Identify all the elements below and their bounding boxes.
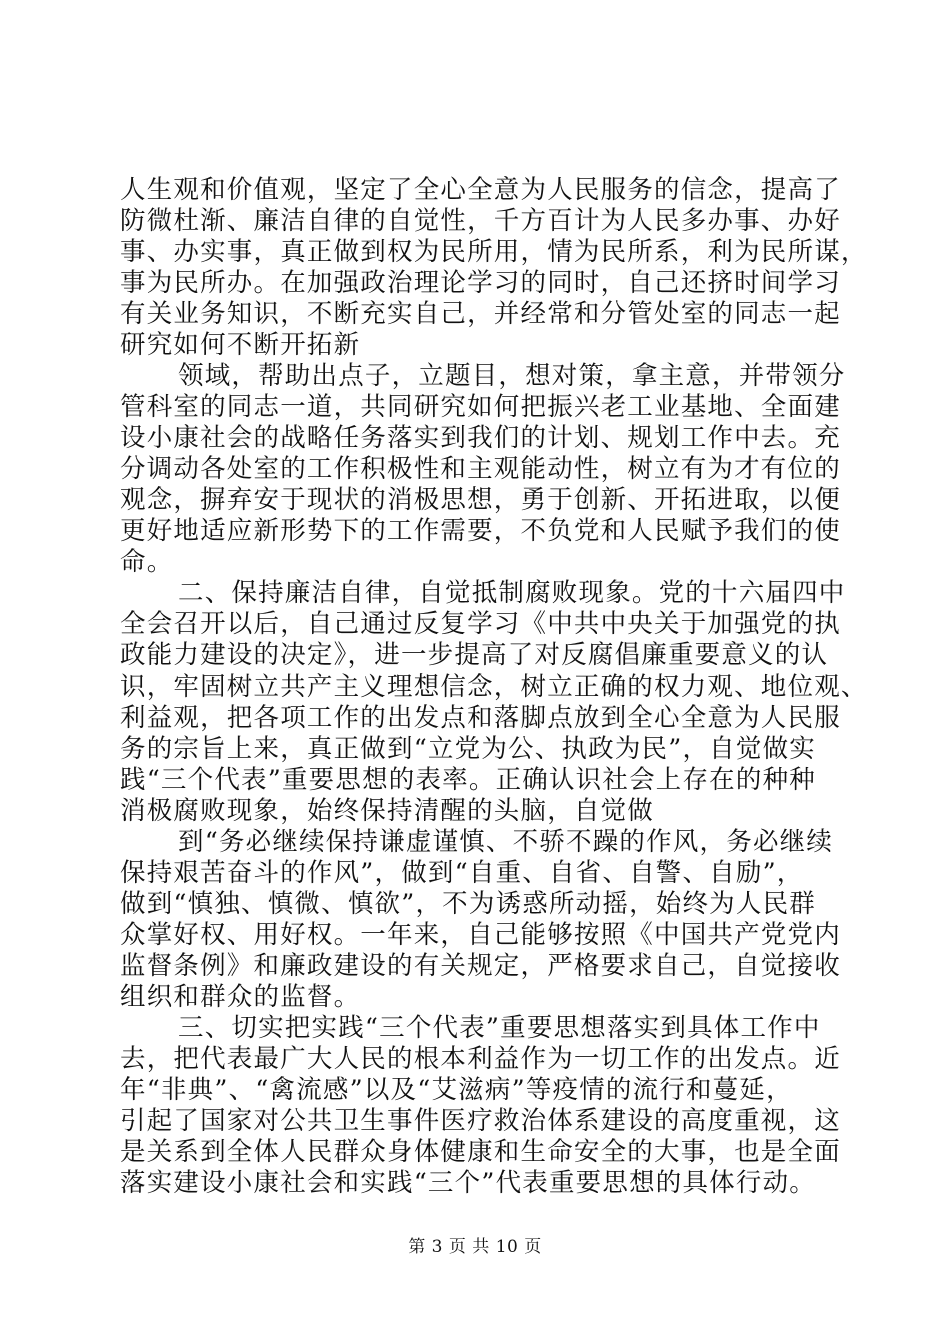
text-line: 命。 bbox=[120, 547, 174, 577]
text-line: 人生观和价值观，坚定了全心全意为人民服务的信念，提高了 bbox=[120, 175, 841, 205]
text-line: 到“务必继续保持谦虚谨慎、不骄不躁的作风，务必继续 bbox=[178, 827, 834, 857]
text-line: 设小康社会的战略任务落实到我们的计划、规划工作中去。充 bbox=[120, 423, 841, 453]
text-line: 年“非典”、“禽流感”以及“艾滋病”等疫情的流行和蔓延， bbox=[120, 1075, 793, 1105]
text-line: 政能力建设的决定》，进一步提高了对反腐倡廉重要意义的认 bbox=[120, 640, 829, 670]
text-line: 落实建设小康社会和实践“三个”代表重要思想的具体行动。 bbox=[120, 1168, 816, 1198]
text-line: 防微杜渐、廉洁自律的自觉性，千方百计为人民多办事、办好 bbox=[120, 206, 841, 236]
text-line: 保持艰苦奋斗的作风”，做到“自重、自省、自警、自励”， bbox=[120, 858, 804, 888]
text-line: 识，牢固树立共产主义理想信念，树立正确的权力观、地位观、 bbox=[120, 672, 868, 702]
text-line: 务的宗旨上来，真正做到“立党为公、执政为民”，自觉做实 bbox=[120, 734, 816, 764]
text-line: 消极腐败现象，始终保持清醒的头脑，自觉做 bbox=[120, 796, 655, 826]
text-line: 事、办实事，真正做到权为民所用，情为民所系，利为民所谋， bbox=[120, 237, 868, 267]
text-line: 全会召开以后，自己通过反复学习《中共中央关于加强党的执 bbox=[120, 609, 841, 639]
page-footer: 第 3 页 共 10 页 bbox=[408, 1237, 542, 1257]
text-line: 利益观，把各项工作的出发点和落脚点放到全心全意为人民服 bbox=[120, 703, 841, 733]
text-line: 更好地适应新形势下的工作需要，不负党和人民赋予我们的使 bbox=[120, 516, 841, 546]
text-line: 管科室的同志一道，共同研究如何把振兴老工业基地、全面建 bbox=[120, 392, 841, 422]
text-line: 众掌好权、用好权。一年来，自己能够按照《中国共产党党内 bbox=[120, 920, 841, 950]
text-line: 组织和群众的监督。 bbox=[120, 982, 361, 1012]
text-line: 有关业务知识，不断充实自己，并经常和分管处室的同志一起 bbox=[120, 299, 841, 329]
text-line: 二、保持廉洁自律，自觉抵制腐败现象。党的十六届四中 bbox=[178, 578, 846, 608]
text-line: 领域，帮助出点子，立题目，想对策，拿主意，并带领分 bbox=[178, 361, 846, 391]
text-line: 研究如何不断开拓新 bbox=[120, 330, 361, 360]
text-line: 监督条例》和廉政建设的有关规定，严格要求自己，自觉接收 bbox=[120, 951, 841, 981]
text-line: 事为民所办。在加强政治理论学习的同时，自己还挤时间学习 bbox=[120, 268, 841, 298]
text-line: 去，把代表最广大人民的根本利益作为一切工作的出发点。近 bbox=[120, 1044, 841, 1074]
text-line: 是关系到全体人民群众身体健康和生命安全的大事，也是全面 bbox=[120, 1137, 841, 1167]
text-line: 引起了国家对公共卫生事件医疗救治体系建设的高度重视，这 bbox=[120, 1106, 841, 1136]
text-line: 践“三个代表”重要思想的表率。正确认识社会上存在的种种 bbox=[120, 765, 816, 795]
text-line: 分调动各处室的工作积极性和主观能动性，树立有为才有位的 bbox=[120, 454, 841, 484]
text-line: 三、切实把实践“三个代表”重要思想落实到具体工作中 bbox=[178, 1013, 821, 1043]
text-line: 观念，摒弃安于现状的消极思想，勇于创新、开拓进取，以便 bbox=[120, 485, 841, 515]
text-line: 做到“慎独、慎微、慎欲”，不为诱惑所动摇，始终为人民群 bbox=[120, 889, 816, 919]
